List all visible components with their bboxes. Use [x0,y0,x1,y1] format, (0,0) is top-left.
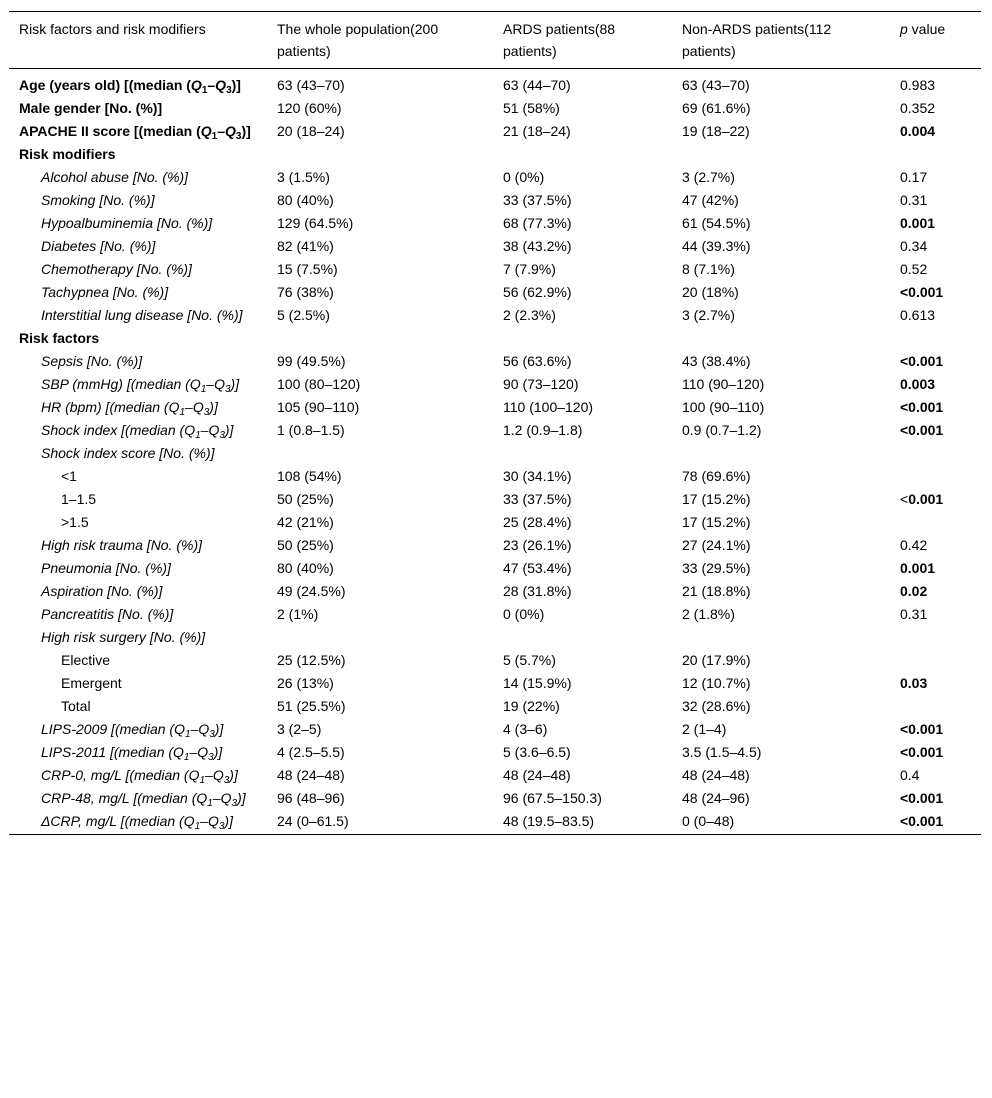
cell-non-ards: 20 (17.9%) [682,652,751,668]
cell-ards: 48 (19.5–83.5) [493,810,672,835]
cell-ards: 96 (67.5–150.3) [503,790,602,806]
table-row [9,350,981,373]
cell-whole: 120 (60%) [277,100,342,116]
table-row [9,189,981,212]
cell-non-ards: 3.5 (1.5–4.5) [682,744,762,760]
row-label: APACHE II score [(median $(Q_1-Q_3)$] [19,123,251,142]
cell-whole: 80 (40%) [277,560,334,576]
table-row [9,741,981,764]
table-row [9,419,981,442]
cell-non-ards: 17 (15.2%) [682,514,751,530]
row-label: High risk surgery [No. (%)] [41,629,206,645]
row-label: Aspiration [No. (%)] [41,583,163,599]
row-label: Shock index score [No. (%)] [41,445,215,461]
cell-p: 0.52 [900,261,928,277]
cell-p: 0.001 [900,215,936,231]
cell-p: 0.31 [900,192,928,208]
cell-whole: 48 (24–48) [277,767,345,783]
cell-whole: 100 (80–120) [277,376,361,392]
cell-whole: 105 (90–110) [277,399,360,415]
cell-ards: 56 (63.6%) [503,353,572,369]
table-row [9,718,981,741]
row-label: CRP-0, mg/L [(median $(Q_1-Q_3)$] [41,767,238,786]
cell-ards: 38 (43.2%) [503,238,572,254]
table-row [9,488,981,511]
cell-ards: 28 (31.8%) [503,583,572,599]
cell-whole: 5 (2.5%) [277,307,330,323]
cell-ards: 0 (0%) [503,606,545,622]
cell-ards: 21 (18–24) [503,123,571,139]
header-p-value: p value [890,12,981,69]
cell-non-ards: 61 (54.5%) [682,215,751,231]
cell-ards: 7 (7.9%) [503,261,556,277]
row-label: 1–1.5 [61,491,97,507]
cell-p: 0.983 [900,77,936,93]
cell-whole: 50 (25%) [277,537,334,553]
table-row [9,695,981,718]
table-row [9,649,981,672]
row-label: Shock index [(median $(Q_1-Q_3)$] [41,422,234,441]
row-label: LIPS-2009 [(median $(Q_1-Q_3)$] [41,721,224,740]
cell-non-ards: 2 (1–4) [682,721,727,737]
table-row [9,396,981,419]
table-row [9,580,981,603]
cell-ards: 110 (100–120) [503,399,594,415]
row-label: Emergent [61,675,122,691]
cell-ards: 47 (53.4%) [503,560,572,576]
row-label: <1 [61,468,77,484]
cell-non-ards: 19 (18–22) [682,123,750,139]
header-risk-factors: Risk factors and risk modifiers [9,12,267,69]
risk-factors-table [9,11,981,835]
cell-p: 0.001 [900,560,936,576]
section-title: Risk modifiers [19,146,116,162]
cell-whole: 1 (0.8–1.5) [277,422,345,438]
cell-non-ards: 3 (2.7%) [682,307,735,323]
cell-ards: 4 (3–6) [503,721,548,737]
cell-p: 0.03 [900,675,928,691]
cell-whole: 20 (18–24) [277,123,345,139]
cell-ards: 33 (37.5%) [503,192,572,208]
table-row [9,281,981,304]
table-row [9,465,981,488]
cell-ards: 56 (62.9%) [503,284,572,300]
cell-non-ards: 69 (61.6%) [682,100,751,116]
cell-non-ards: 48 (24–96) [682,790,750,806]
cell-ards: 1.2 (0.9–1.8) [503,422,583,438]
row-label: SBP (mmHg) [(median $(Q_1-Q_3)$] [41,376,240,395]
cell-whole: 82 (41%) [277,238,334,254]
row-label: Total [61,698,91,714]
cell-p: <0.001 [900,744,944,760]
cell-non-ards: 0.9 (0.7–1.2) [682,422,762,438]
cell-ards: 2 (2.3%) [503,307,556,323]
table-row [9,304,981,327]
row-label: Male gender [No. (%)] [19,100,163,116]
row-label: Smoking [No. (%)] [41,192,155,208]
table-row [9,672,981,695]
cell-p: 0.34 [900,238,928,254]
cell-whole: 15 (7.5%) [277,261,338,277]
cell-non-ards: 17 (15.2%) [682,491,751,507]
cell-p: <0.001 [900,491,944,507]
cell-non-ards: 48 (24–48) [682,767,750,783]
cell-whole: 76 (38%) [277,284,334,300]
table-row [9,442,981,465]
cell-ards: 0 (0%) [503,169,545,185]
cell-p: 0.17 [900,169,928,185]
cell-whole: 108 (54%) [277,468,342,484]
cell-non-ards: 44 (39.3%) [682,238,751,254]
cell-ards: 5 (3.6–6.5) [503,744,571,760]
cell-non-ards: 0 (0–48) [672,810,890,835]
row-label: Diabetes [No. (%)] [41,238,156,254]
cell-non-ards: 32 (28.6%) [682,698,751,714]
table-row [9,120,981,143]
cell-p: 0.352 [900,100,936,116]
cell-whole: 63 (43–70) [277,77,345,93]
header-whole-population: The whole population(200 patients) [267,12,493,69]
table-row [9,511,981,534]
cell-p: 0.613 [900,307,936,323]
cell-non-ards: 47 (42%) [682,192,739,208]
header-non-ards: Non-ARDS patients(112 patients) [672,12,890,69]
cell-ards: 68 (77.3%) [503,215,572,231]
cell-non-ards: 3 (2.7%) [682,169,735,185]
row-label: CRP-48, mg/L [(median $(Q_1-Q_3)$] [41,790,246,809]
section-title: Risk factors [19,330,100,346]
cell-non-ards: 33 (29.5%) [682,560,751,576]
row-label: Chemotherapy [No. (%)] [41,261,192,277]
row-label: Interstitial lung disease [No. (%)] [41,307,243,323]
header-ards: ARDS patients(88 patients) [493,12,672,69]
cell-p: 0.02 [900,583,928,599]
cell-p: <0.001 [900,790,944,806]
cell-whole: 25 (12.5%) [277,652,346,668]
cell-p: <0.001 [900,721,944,737]
cell-whole: 50 (25%) [277,491,334,507]
cell-whole: 129 (64.5%) [277,215,354,231]
cell-non-ards: 21 (18.8%) [682,583,751,599]
cell-ards: 25 (28.4%) [503,514,572,530]
table-row [9,626,981,649]
table-row [9,212,981,235]
row-label: Age (years old) [(median $(Q_1-Q_3)$] [19,77,241,96]
cell-non-ards: 20 (18%) [682,284,739,300]
cell-whole: 2 (1%) [277,606,319,622]
table-row [9,69,981,98]
cell-whole: 42 (21%) [277,514,334,530]
header-row [9,12,981,69]
table-row [9,603,981,626]
cell-ards: 23 (26.1%) [503,537,572,553]
cell-non-ards: 2 (1.8%) [682,606,735,622]
row-label: Hypoalbuminemia [No. (%)] [41,215,213,231]
table-row [9,97,981,120]
row-label: HR (bpm) [(median $(Q_1-Q_3)$] [41,399,218,418]
row-label: Sepsis [No. (%)] [41,353,143,369]
cell-non-ards: 100 (90–110) [682,399,765,415]
cell-whole: 99 (49.5%) [277,353,346,369]
cell-non-ards: 110 (90–120) [682,376,765,392]
cell-non-ards: 8 (7.1%) [682,261,735,277]
cell-whole: 51 (25.5%) [277,698,346,714]
cell-whole: 4 (2.5–5.5) [277,744,345,760]
row-label: Alcohol abuse [No. (%)] [41,169,189,185]
section-header-risk-factors [9,327,981,350]
section-header-risk-modifiers [9,143,981,166]
row-label: >1.5 [61,514,89,530]
cell-whole: 26 (13%) [277,675,334,691]
cell-non-ards: 27 (24.1%) [682,537,751,553]
cell-whole: 49 (24.5%) [277,583,346,599]
cell-p: <0.001 [900,399,944,415]
table-row [9,557,981,580]
cell-p: <0.001 [900,422,944,438]
table-row [9,373,981,396]
cell-ards: 90 (73–120) [503,376,579,392]
cell-p: <0.001 [890,810,981,835]
cell-non-ards: 78 (69.6%) [682,468,751,484]
row-label: Pneumonia [No. (%)] [41,560,171,576]
cell-p: 0.003 [900,376,936,392]
cell-ards: 19 (22%) [503,698,560,714]
cell-non-ards: 12 (10.7%) [682,675,751,691]
cell-p: 0.42 [900,537,928,553]
cell-p: 0.004 [900,123,936,139]
row-label: ΔCRP, mg/L [(median $(Q_1-Q_3)$] [9,810,267,835]
cell-non-ards: 63 (43–70) [682,77,750,93]
cell-p: 0.4 [900,767,920,783]
cell-ards: 33 (37.5%) [503,491,572,507]
cell-ards: 63 (44–70) [503,77,571,93]
row-label: Pancreatitis [No. (%)] [41,606,174,622]
row-label: LIPS-2011 [(median $(Q_1-Q_3)$] [41,744,223,763]
table-row [9,810,981,835]
cell-whole: 96 (48–96) [277,790,345,806]
table-row [9,258,981,281]
table-row [9,787,981,810]
cell-p: <0.001 [900,353,944,369]
cell-ards: 51 (58%) [503,100,560,116]
table-row [9,166,981,189]
cell-non-ards: 43 (38.4%) [682,353,751,369]
cell-p: 0.31 [900,606,928,622]
table-row [9,534,981,557]
cell-whole: 3 (2–5) [277,721,322,737]
cell-ards: 30 (34.1%) [503,468,572,484]
row-label: Tachypnea [No. (%)] [41,284,169,300]
table-row [9,764,981,787]
cell-ards: 14 (15.9%) [503,675,572,691]
cell-whole: 24 (0–61.5) [267,810,493,835]
cell-p: <0.001 [900,284,944,300]
cell-whole: 3 (1.5%) [277,169,330,185]
cell-ards: 48 (24–48) [503,767,571,783]
row-label: High risk trauma [No. (%)] [41,537,203,553]
cell-whole: 80 (40%) [277,192,334,208]
table-row [9,235,981,258]
row-label: Elective [61,652,111,668]
cell-ards: 5 (5.7%) [503,652,556,668]
